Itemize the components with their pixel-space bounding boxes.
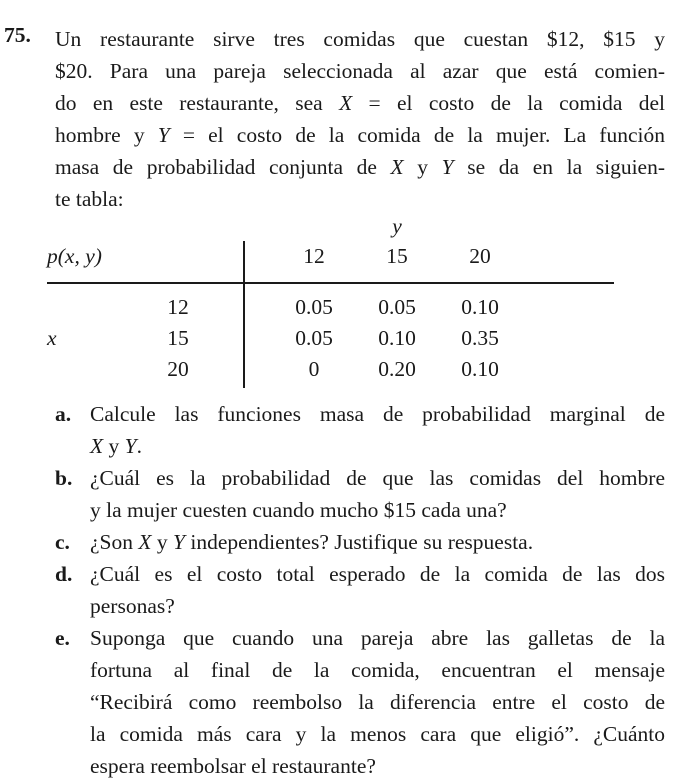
table-cell: 0 (308, 357, 320, 381)
question-line: espera reembolsar el restaurante? (90, 754, 376, 778)
row-header-divider (243, 241, 245, 388)
intro-line: do en este restaurante, sea X = el costo de la comida del (55, 91, 665, 115)
question-line: ¿Son X y Y independientes? Justifique su respuesta. (90, 530, 534, 554)
column-header: 20 (469, 244, 491, 268)
table-cell: 0.10 (378, 326, 416, 350)
question-label: c. (55, 530, 70, 554)
question-label: b. (55, 466, 73, 490)
column-header: 12 (303, 244, 325, 268)
table-cell: 0.05 (378, 295, 416, 319)
row-header: 12 (167, 295, 189, 319)
question-label: a. (55, 402, 72, 426)
question-line: Calcule las funciones masa de probabilidad marginal de (90, 402, 665, 426)
table-cell: 0.35 (461, 326, 499, 350)
question-d (55, 558, 665, 622)
row-header: 15 (167, 326, 189, 350)
question-label: e. (55, 626, 70, 650)
question-label: d. (55, 562, 73, 586)
row-variable-label: x (47, 326, 57, 350)
problem-number: 75. (4, 23, 31, 47)
problem-statement (55, 23, 665, 215)
question-e (55, 622, 665, 782)
intro-line: hombre y Y = el costo de la comida de la mujer. La función (55, 123, 665, 147)
question-line: X y Y. (90, 434, 142, 458)
question-line: ¿Cuál es el costo total esperado de la comida de las dos (90, 562, 665, 586)
column-header: 15 (386, 244, 408, 268)
question-line: fortuna al final de la comida, encuentran el mensaje (90, 658, 665, 682)
question-line: la comida más cara y la menos cara que eligió”. ¿Cuánto (90, 722, 665, 746)
header-divider (47, 282, 614, 284)
question-line: personas? (90, 594, 175, 618)
question-line: ¿Cuál es la probabilidad de que las comidas del hombre (90, 466, 665, 490)
intro-line: Un restaurante sirve tres comidas que cuestan $12, $15 y (55, 27, 665, 51)
question-line: y la mujer cuesten cuando mucho $15 cada una? (90, 498, 507, 522)
question-line: “Recibirá como reembolso la diferencia entre el costo de (90, 690, 665, 714)
intro-line: te tabla: (55, 187, 124, 211)
question-c (55, 526, 665, 558)
table-cell: 0.10 (461, 357, 499, 381)
table-cell: 0.10 (461, 295, 499, 319)
table-cell: 0.20 (378, 357, 416, 381)
question-a (55, 398, 665, 462)
table-cell: 0.05 (295, 326, 333, 350)
table-cell: 0.05 (295, 295, 333, 319)
intro-line: $20. Para una pareja seleccionada al azar que está comien- (55, 59, 665, 83)
table-corner-label: p(x, y) (47, 244, 102, 268)
question-b (55, 462, 665, 526)
column-variable-label: y (392, 214, 402, 238)
intro-line: masa de probabilidad conjunta de X y Y se da en la siguien- (55, 155, 665, 179)
question-line: Suponga que cuando una pareja abre las galletas de la (90, 626, 665, 650)
row-header: 20 (167, 357, 189, 381)
